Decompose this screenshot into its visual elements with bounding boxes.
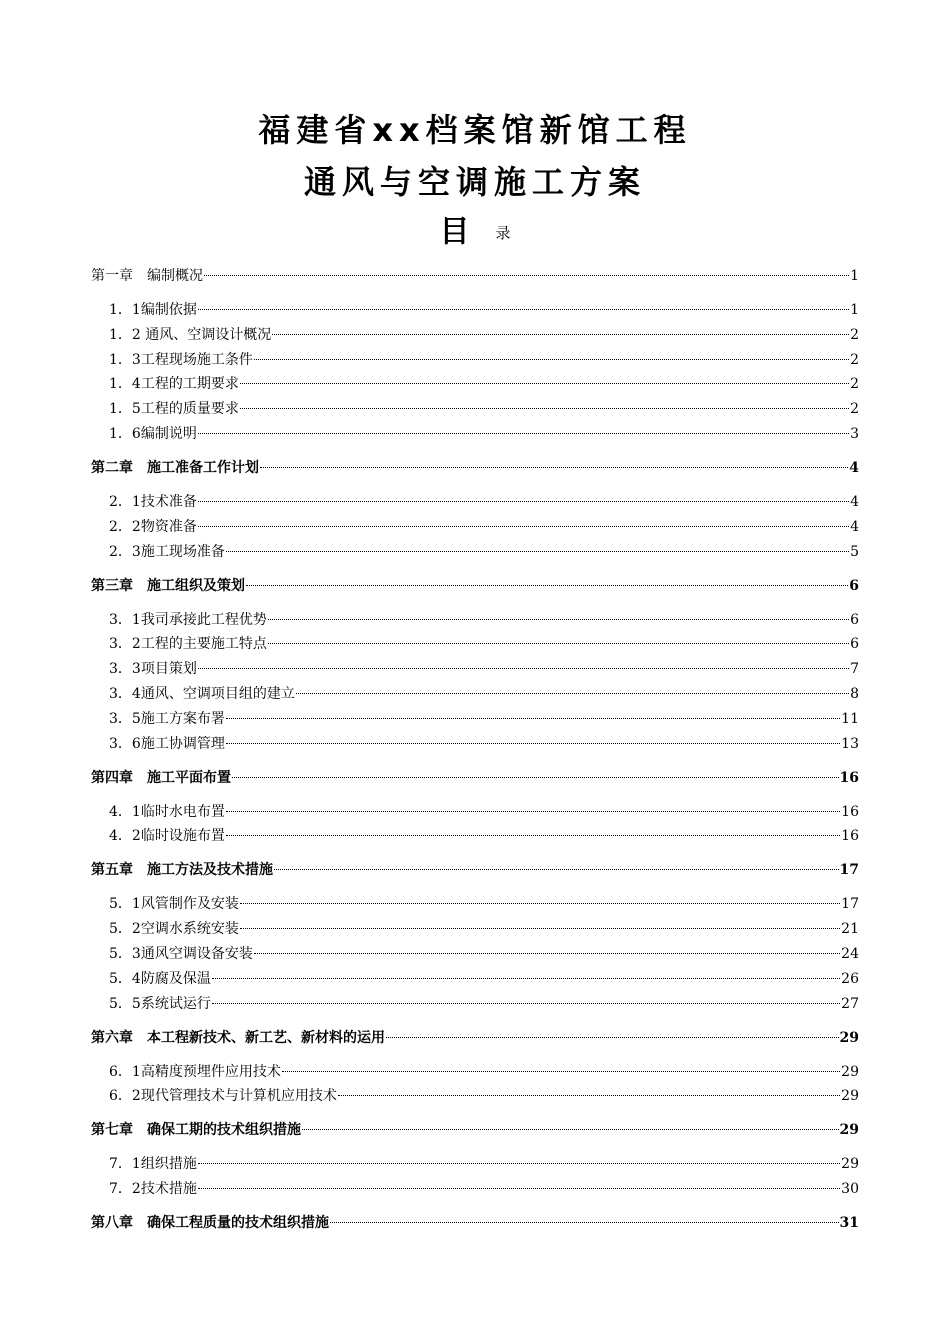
toc-entry-page: 6 xyxy=(850,611,859,628)
toc-entry-label: 1．4工程的工期要求 xyxy=(109,376,239,393)
toc-section-entry[interactable] xyxy=(109,993,859,1015)
toc-dot-leader xyxy=(386,1037,839,1038)
toc-entry-label: 第四章 施工平面布置 xyxy=(91,769,231,786)
toc-dot-leader xyxy=(226,743,840,744)
toc-entry-page: 24 xyxy=(841,946,859,962)
toc-dot-leader xyxy=(198,526,849,527)
toc-dot-leader xyxy=(212,1003,840,1004)
toc-entry-label: 第六章 本工程新技术、新工艺、新材料的运用 xyxy=(91,1029,385,1046)
toc-entry-page: 6 xyxy=(849,577,859,594)
toc-chapter-entry[interactable] xyxy=(91,457,859,479)
toc-heading-suffix: 录 xyxy=(495,223,511,242)
toc-dot-leader xyxy=(274,869,839,870)
toc-section-entry[interactable] xyxy=(109,633,859,655)
toc-section-entry[interactable] xyxy=(109,968,859,990)
toc-entry-page: 30 xyxy=(841,1181,859,1198)
toc-entry-label: 7．2技术措施 xyxy=(109,1181,197,1198)
toc-entry-page: 1 xyxy=(850,268,859,284)
document-subtitle: 通风与空调施工方案 xyxy=(303,163,646,201)
toc-entry-label: 5．5系统试运行 xyxy=(109,995,211,1012)
toc-entry-label: 2．1技术准备 xyxy=(109,494,197,510)
toc-section-entry[interactable] xyxy=(109,1061,859,1083)
toc-dot-leader xyxy=(240,383,849,384)
toc-section-entry[interactable] xyxy=(109,943,859,965)
toc-dot-leader xyxy=(296,693,849,694)
toc-entry-label: 5．3通风空调设备安装 xyxy=(109,946,253,962)
toc-chapter-entry[interactable] xyxy=(91,1119,859,1141)
toc-section-entry[interactable] xyxy=(109,1153,859,1175)
toc-dot-leader xyxy=(302,1129,839,1130)
toc-dot-leader xyxy=(198,309,849,310)
toc-entry-label: 7．1组织措施 xyxy=(109,1156,197,1173)
toc-entry-page: 16 xyxy=(841,803,859,820)
toc-entry-page: 21 xyxy=(841,921,859,938)
toc-dot-leader xyxy=(232,777,839,778)
toc-dot-leader xyxy=(240,928,840,929)
toc-section-entry[interactable] xyxy=(109,423,859,445)
toc-entry-page: 4 xyxy=(850,494,859,510)
toc-section-entry[interactable] xyxy=(109,398,859,420)
toc-dot-leader xyxy=(330,1222,839,1223)
toc-entry-label: 4．2临时设施布置 xyxy=(109,828,225,845)
toc-dot-leader xyxy=(282,1071,840,1072)
toc-entry-page: 2 xyxy=(850,351,859,368)
toc-entry-label: 1．2 通风、空调设计概况 xyxy=(109,326,272,343)
toc-entry-label: 5．4防腐及保温 xyxy=(109,970,211,987)
toc-dot-leader xyxy=(254,953,840,954)
toc-dot-leader xyxy=(198,668,849,669)
toc-entry-page: 1 xyxy=(850,302,859,318)
toc-entry-page: 29 xyxy=(841,1088,859,1105)
toc-dot-leader xyxy=(198,1188,840,1189)
toc-entry-page: 7 xyxy=(850,661,859,678)
toc-section-entry[interactable] xyxy=(109,491,859,513)
toc-entry-label: 3．4通风、空调项目组的建立 xyxy=(109,686,295,702)
toc-dot-leader xyxy=(272,334,849,335)
toc-chapter-entry[interactable] xyxy=(91,1027,859,1049)
toc-dot-leader xyxy=(198,1163,840,1164)
toc-entry-page: 27 xyxy=(841,995,859,1012)
toc-entry-label: 3．2工程的主要施工特点 xyxy=(109,636,267,653)
toc-dot-leader xyxy=(254,359,849,360)
toc-dot-leader xyxy=(226,718,840,719)
toc-entry-label: 第三章 施工组织及策划 xyxy=(91,577,245,594)
toc-dot-leader xyxy=(204,275,849,276)
toc-entry-page: 2 xyxy=(850,401,859,418)
toc-entry-page: 5 xyxy=(850,543,859,560)
toc-entry-label: 第二章 施工准备工作计划 xyxy=(91,460,259,476)
toc-heading-main: 目 xyxy=(439,214,470,250)
toc-section-entry[interactable] xyxy=(109,299,859,321)
toc-entry-page: 2 xyxy=(850,326,859,343)
toc-entry-page: 17 xyxy=(839,862,859,879)
toc-entry-label: 3．3项目策划 xyxy=(109,661,197,678)
toc-heading xyxy=(0,212,950,253)
toc-section-entry[interactable] xyxy=(109,609,859,631)
toc-section-entry[interactable] xyxy=(109,373,859,395)
toc-entry-label: 1．1编制依据 xyxy=(109,302,197,318)
toc-entry-label: 1．3工程现场施工条件 xyxy=(109,351,253,368)
toc-entry-page: 29 xyxy=(839,1029,859,1046)
toc-section-entry[interactable] xyxy=(109,1178,859,1200)
toc-dot-leader xyxy=(240,408,849,409)
toc-section-entry[interactable] xyxy=(109,349,859,371)
toc-chapter-entry[interactable] xyxy=(91,859,859,881)
toc-dot-leader xyxy=(226,551,849,552)
toc-section-entry[interactable] xyxy=(109,893,859,915)
toc-entry-page: 17 xyxy=(841,896,859,913)
toc-chapter-entry[interactable] xyxy=(91,1212,859,1234)
toc-entry-page: 13 xyxy=(841,735,859,752)
toc-section-entry[interactable] xyxy=(109,683,859,705)
toc-entry-page: 11 xyxy=(841,710,859,727)
toc-section-entry[interactable] xyxy=(109,733,859,755)
toc-dot-leader xyxy=(198,433,849,434)
toc-dot-leader xyxy=(240,903,840,904)
toc-entry-label: 5．1风管制作及安装 xyxy=(109,896,239,913)
document-title: 福建省xx档案馆新馆工程 xyxy=(258,111,692,149)
toc-entry-label: 3．6施工协调管理 xyxy=(109,735,225,752)
toc-dot-leader xyxy=(268,643,849,644)
toc-section-entry[interactable] xyxy=(109,825,859,847)
toc-dot-leader xyxy=(338,1095,840,1096)
toc-entry-page: 29 xyxy=(841,1063,859,1080)
toc-chapter-entry[interactable] xyxy=(91,265,859,287)
toc-entry-label: 第五章 施工方法及技术措施 xyxy=(91,862,273,879)
toc-section-entry[interactable] xyxy=(109,541,859,563)
toc-section-entry[interactable] xyxy=(109,801,859,823)
toc-entry-page: 26 xyxy=(841,970,859,987)
toc-entry-page: 6 xyxy=(850,636,859,653)
toc-entry-label: 3．1我司承接此工程优势 xyxy=(109,611,267,628)
toc-entry-label: 4．1临时水电布置 xyxy=(109,803,225,820)
toc-dot-leader xyxy=(268,619,849,620)
toc-entry-label: 5．2空调水系统安装 xyxy=(109,921,239,938)
toc-entry-label: 6．2现代管理技术与计算机应用技术 xyxy=(109,1088,337,1105)
toc-entry-label: 第七章 确保工期的技术组织措施 xyxy=(91,1122,301,1139)
toc-entry-label: 2．2物资准备 xyxy=(109,518,197,535)
toc-entry-label: 2．3施工现场准备 xyxy=(109,543,225,560)
toc-entry-page: 29 xyxy=(841,1156,859,1173)
toc-entry-label: 1．6编制说明 xyxy=(109,426,197,442)
toc-entry-page: 3 xyxy=(850,426,859,442)
toc-entry-page: 31 xyxy=(839,1215,859,1232)
toc-section-entry[interactable] xyxy=(109,658,859,680)
toc-entry-page: 29 xyxy=(839,1122,859,1139)
toc-dot-leader xyxy=(226,835,840,836)
toc-entry-page: 8 xyxy=(850,686,859,702)
toc-dot-leader xyxy=(212,978,840,979)
toc-entry-page: 4 xyxy=(849,460,859,476)
toc-entry-label: 第一章 编制概况 xyxy=(91,268,203,284)
toc-entry-label: 6．1高精度预埋件应用技术 xyxy=(109,1063,281,1080)
toc-entry-label: 第八章 确保工程质量的技术组织措施 xyxy=(91,1215,329,1232)
toc-section-entry[interactable] xyxy=(109,708,859,730)
toc-entry-label: 1．5工程的质量要求 xyxy=(109,401,239,418)
toc-section-entry[interactable] xyxy=(109,516,859,538)
toc-entry-label: 3．5施工方案布署 xyxy=(109,710,225,727)
toc-entry-page: 2 xyxy=(850,376,859,393)
toc-section-entry[interactable] xyxy=(109,1085,859,1107)
toc-chapter-entry[interactable] xyxy=(91,767,859,789)
toc-entry-page: 16 xyxy=(839,769,859,786)
toc-dot-leader xyxy=(246,585,848,586)
toc-entry-page: 4 xyxy=(850,518,859,535)
toc-dot-leader xyxy=(198,501,849,502)
toc-section-entry[interactable] xyxy=(109,918,859,940)
toc-chapter-entry[interactable] xyxy=(91,575,859,597)
toc-dot-leader xyxy=(226,811,840,812)
toc-dot-leader xyxy=(260,467,848,468)
toc-section-entry[interactable] xyxy=(109,324,859,346)
toc-entry-page: 16 xyxy=(841,828,859,845)
